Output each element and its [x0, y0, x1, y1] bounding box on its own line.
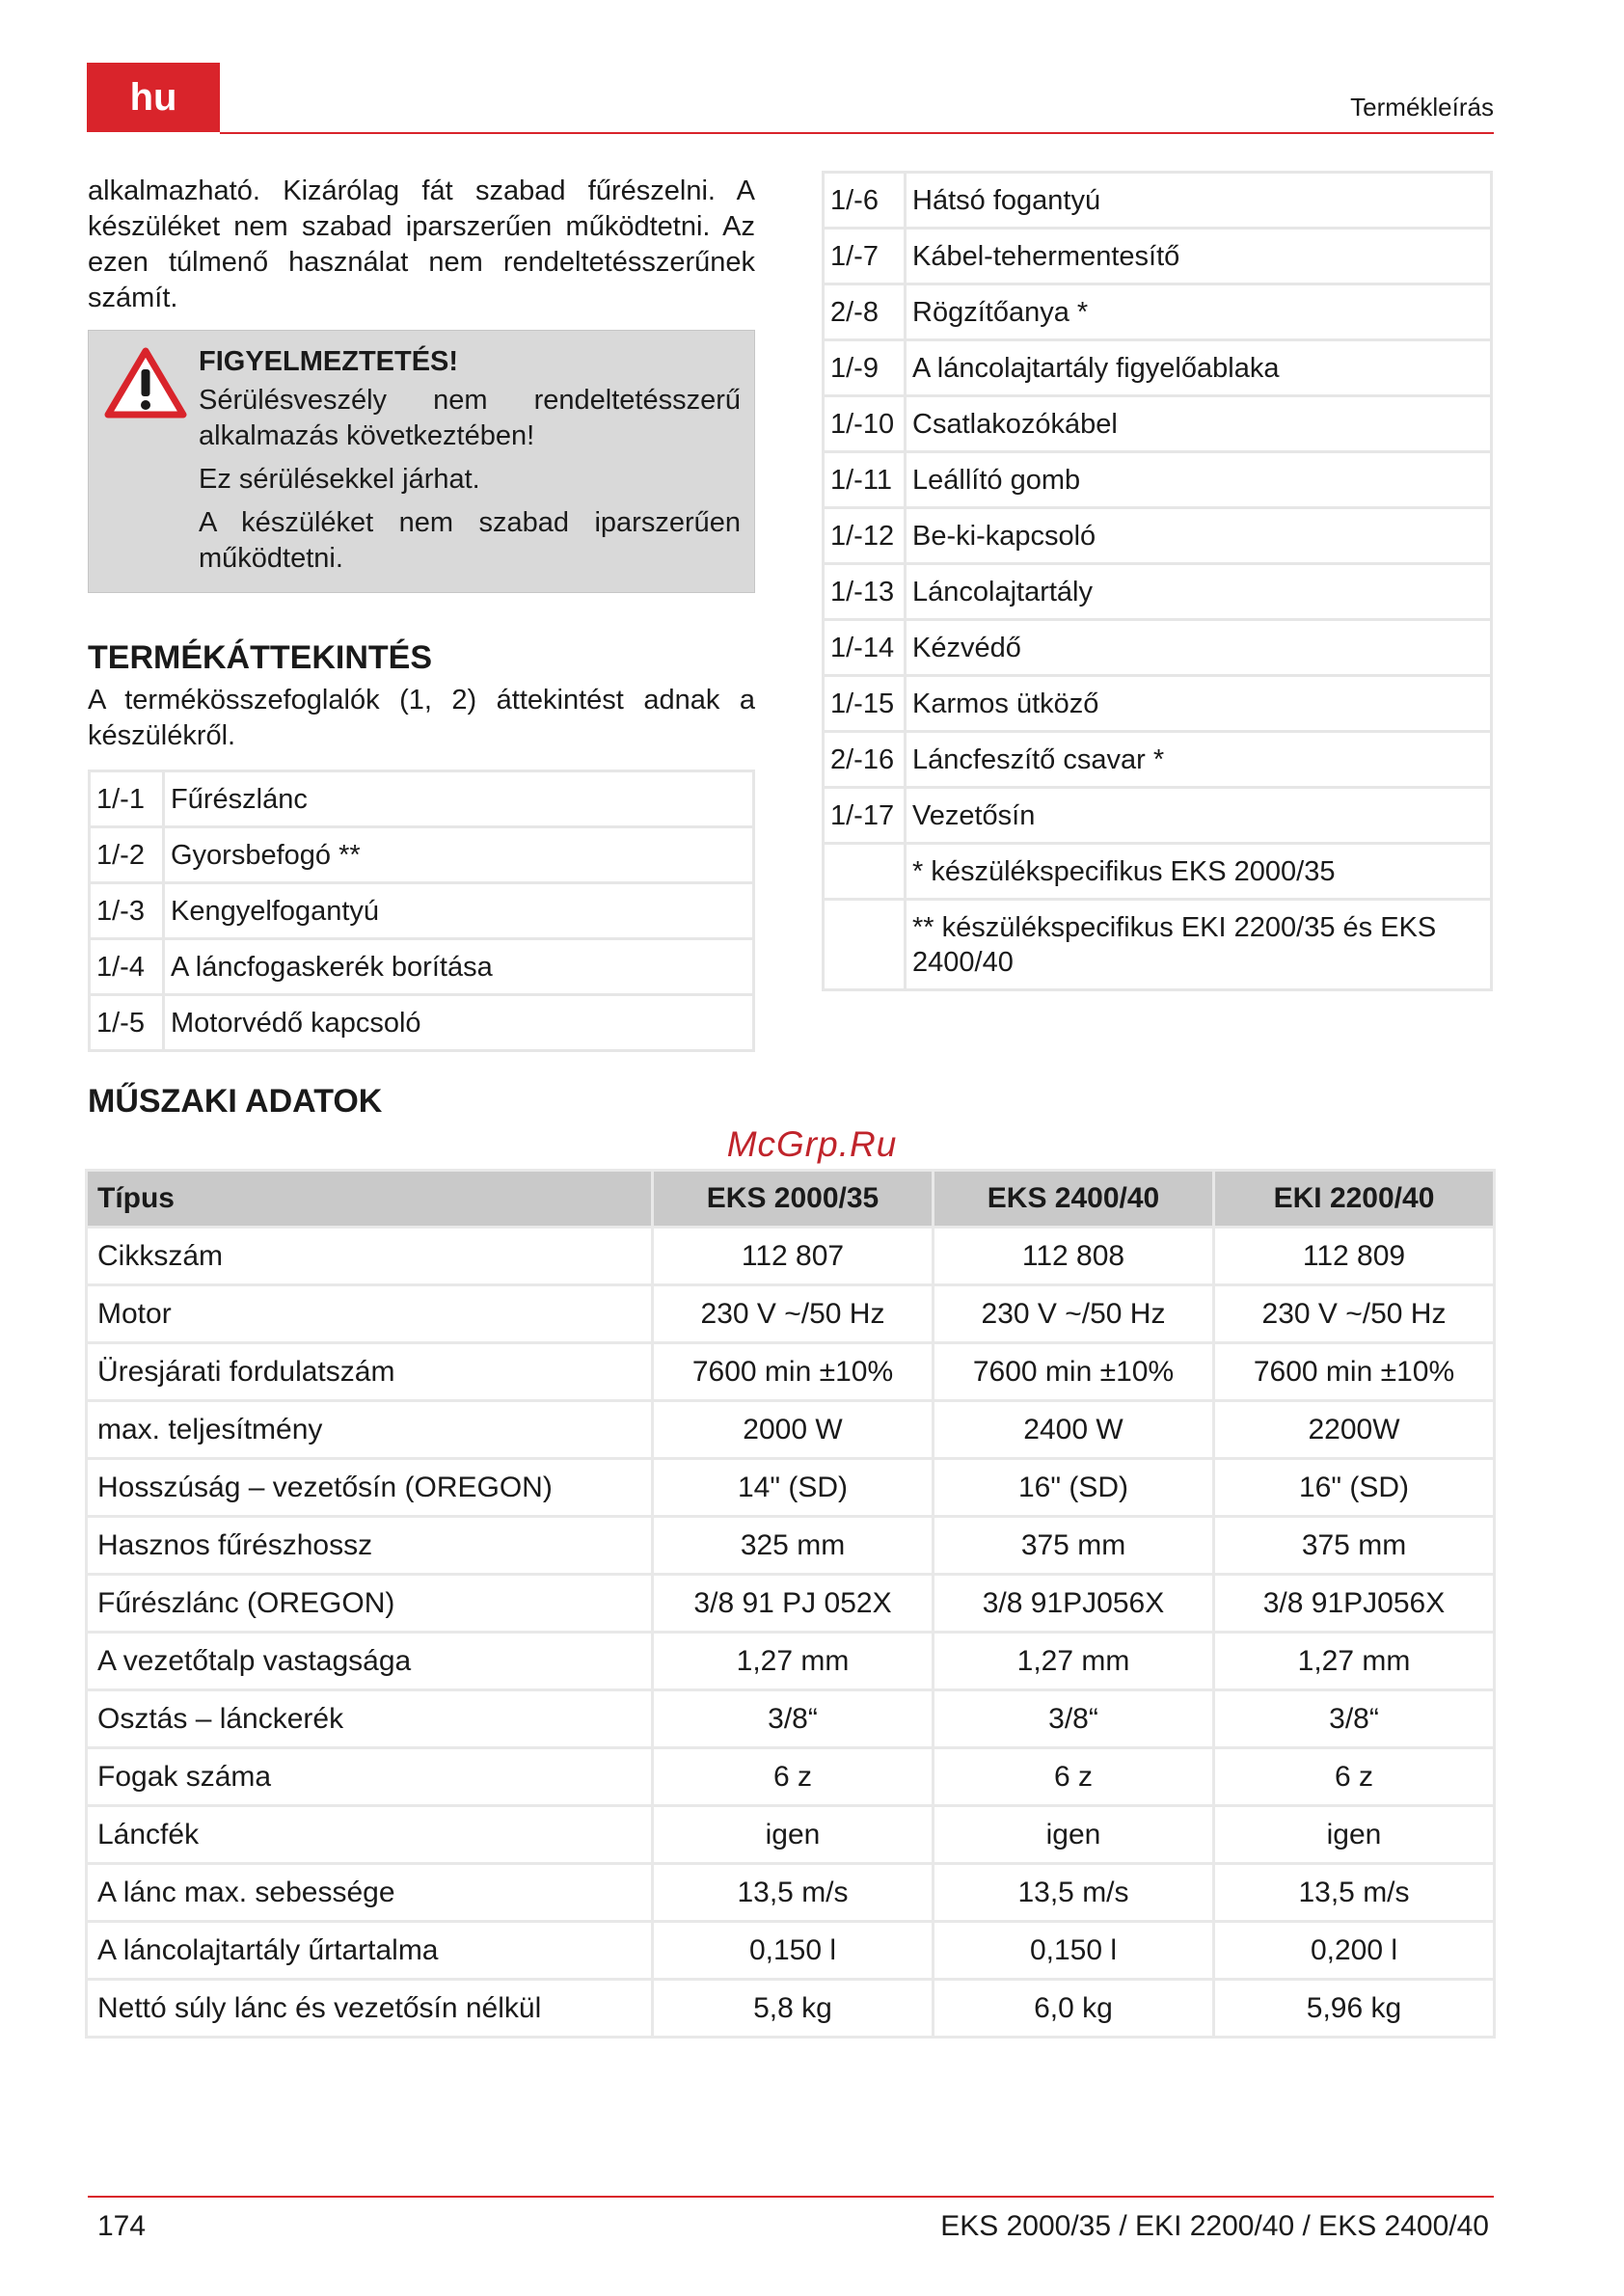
list-item — [825, 174, 1490, 227]
spec-label: Motor — [88, 1286, 651, 1341]
list-item — [91, 828, 752, 881]
warning-line: Sérülésveszély nem rendeltetésszerű alkalmazás következtében! — [199, 385, 741, 451]
language-badge: hu — [87, 63, 220, 132]
warning-triangle-icon — [104, 346, 187, 419]
part-code: 1/-9 — [825, 341, 904, 394]
spec-value: 0,200 l — [1215, 1923, 1493, 1978]
list-item — [825, 397, 1490, 450]
spec-value: 1,27 mm — [654, 1634, 932, 1688]
spec-label: Hasznos fűrészhossz — [88, 1518, 651, 1573]
spec-value: 0,150 l — [654, 1923, 932, 1978]
header-divider — [220, 132, 1494, 134]
table-row — [88, 1807, 1493, 1862]
spec-value: 3/8“ — [934, 1691, 1212, 1746]
table-row — [88, 1981, 1493, 2036]
part-code: 1/-12 — [825, 509, 904, 562]
spec-label: Láncfék — [88, 1807, 651, 1862]
part-label: A láncfogaskerék borítása — [165, 940, 752, 993]
footer-models: EKS 2000/35 / EKI 2200/40 / EKS 2400/40 — [940, 2210, 1489, 2242]
table-row — [88, 1634, 1493, 1688]
list-item — [91, 940, 752, 993]
spec-value: 16" (SD) — [1215, 1460, 1493, 1515]
spec-value: 13,5 m/s — [934, 1865, 1212, 1920]
part-code: 1/-6 — [825, 174, 904, 227]
table-row — [88, 1344, 1493, 1399]
spec-value: 7600 min ±10% — [934, 1344, 1212, 1399]
spec-value: 230 V ~/50 Hz — [934, 1286, 1212, 1341]
part-code: 1/-17 — [825, 789, 904, 842]
spec-value: 7600 min ±10% — [654, 1344, 932, 1399]
list-item — [825, 509, 1490, 562]
spec-value: 230 V ~/50 Hz — [1215, 1286, 1493, 1341]
left-column — [88, 174, 755, 1052]
spec-value: 2400 W — [934, 1402, 1212, 1457]
spec-value: 375 mm — [934, 1518, 1212, 1573]
list-item — [825, 789, 1490, 842]
spec-value: 6 z — [654, 1749, 932, 1804]
spec-value: 5,96 kg — [1215, 1981, 1493, 2036]
spec-value: 230 V ~/50 Hz — [654, 1286, 932, 1341]
spec-value: 1,27 mm — [1215, 1634, 1493, 1688]
spec-value: 16" (SD) — [934, 1460, 1212, 1515]
spec-value: 13,5 m/s — [654, 1865, 932, 1920]
list-item — [825, 677, 1490, 730]
part-label: Gyorsbefogó ** — [165, 828, 752, 881]
header-title: Termékleírás — [1350, 93, 1494, 122]
spec-label: Hosszúság – vezetősín (OREGON) — [88, 1460, 651, 1515]
spec-label: Osztás – lánckerék — [88, 1691, 651, 1746]
spec-value: 6,0 kg — [934, 1981, 1212, 2036]
spec-value: igen — [934, 1807, 1212, 1862]
spec-value: 13,5 m/s — [1215, 1865, 1493, 1920]
part-code: 1/-7 — [825, 230, 904, 283]
spec-label: A vezetőtalp vastagsága — [88, 1634, 651, 1688]
part-code: 1/-14 — [825, 621, 904, 674]
footnote-text: ** készülékspecifikus EKI 2200/35 és EKS 2400/40 — [907, 901, 1490, 988]
spec-value: 2200W — [1215, 1402, 1493, 1457]
part-label: Láncfeszítő csavar * — [907, 733, 1490, 786]
spec-value: 3/8 91PJ056X — [1215, 1576, 1493, 1631]
table-row — [88, 1691, 1493, 1746]
table-row — [88, 1229, 1493, 1283]
part-label: Vezetősín — [907, 789, 1490, 842]
spec-value: igen — [654, 1807, 932, 1862]
table-row — [88, 1518, 1493, 1573]
tech-data-title: MŰSZAKI ADATOK — [88, 1083, 383, 1120]
column-header: EKI 2200/40 — [1215, 1172, 1493, 1226]
spec-value: 1,27 mm — [934, 1634, 1212, 1688]
table-row — [88, 1460, 1493, 1515]
warning-line: Ez sérülésekkel járhat. — [199, 464, 480, 495]
footnote-row — [825, 901, 1490, 988]
spec-value: 3/8 91 PJ 052X — [654, 1576, 932, 1631]
spec-value: 0,150 l — [934, 1923, 1212, 1978]
footnote-text: * készülékspecifikus EKS 2000/35 — [907, 845, 1490, 898]
part-code: 1/-4 — [91, 940, 162, 993]
spec-value: 112 809 — [1215, 1229, 1493, 1283]
part-code: 2/-8 — [825, 285, 904, 338]
tech-data-table — [85, 1169, 1496, 2039]
part-label: Motorvédő kapcsoló — [165, 996, 752, 1049]
part-label: Fűrészlánc — [165, 772, 752, 825]
part-label: Kengyelfogantyú — [165, 884, 752, 937]
parts-list-right — [822, 171, 1493, 991]
part-code: 2/-16 — [825, 733, 904, 786]
spec-label: Fogak száma — [88, 1749, 651, 1804]
spec-value: 7600 min ±10% — [1215, 1344, 1493, 1399]
part-label: Rögzítőanya * — [907, 285, 1490, 338]
list-item — [825, 285, 1490, 338]
part-label: Csatlakozókábel — [907, 397, 1490, 450]
list-item — [825, 453, 1490, 506]
watermark: McGrp.Ru — [726, 1124, 898, 1164]
part-code: 1/-3 — [91, 884, 162, 937]
list-item — [825, 565, 1490, 618]
part-code: 1/-5 — [91, 996, 162, 1049]
spec-label: max. teljesítmény — [88, 1402, 651, 1457]
warning-line: A készüléket nem szabad iparszerűen működtetni. — [199, 507, 741, 574]
list-item — [91, 996, 752, 1049]
table-row — [88, 1923, 1493, 1978]
part-code: 1/-1 — [91, 772, 162, 825]
part-label: Kábel-tehermentesítő — [907, 230, 1490, 283]
spec-value: 2000 W — [654, 1402, 932, 1457]
column-header: EKS 2400/40 — [934, 1172, 1212, 1226]
tech-data-body — [88, 1229, 1493, 2036]
table-row — [88, 1749, 1493, 1804]
footnote-row — [825, 845, 1490, 898]
list-item — [825, 621, 1490, 674]
part-label: Be-ki-kapcsoló — [907, 509, 1490, 562]
part-label: Leállító gomb — [907, 453, 1490, 506]
part-code: 1/-13 — [825, 565, 904, 618]
spec-label: Nettó súly lánc és vezetősín nélkül — [88, 1981, 651, 2036]
part-label: Karmos ütköző — [907, 677, 1490, 730]
spec-value: 14" (SD) — [654, 1460, 932, 1515]
column-header: Típus — [88, 1172, 651, 1226]
list-item — [91, 772, 752, 825]
intro-text: alkalmazható. Kizárólag fát szabad fűrészelni. A készüléket nem szabad iparszerűen működtetni. Az ezen túlmenő használat nem rendeltetésszerűnek számít. — [88, 176, 755, 313]
part-label: Hátsó fogantyú — [907, 174, 1490, 227]
list-item — [91, 884, 752, 937]
spec-value: 3/8“ — [654, 1691, 932, 1746]
spec-value: 112 807 — [654, 1229, 932, 1283]
warning-box — [88, 330, 755, 593]
footer-divider — [88, 2196, 1494, 2198]
list-item — [825, 230, 1490, 283]
warning-title: FIGYELMEZTETÉS! — [199, 346, 459, 377]
spec-label: Fűrészlánc (OREGON) — [88, 1576, 651, 1631]
spec-value: 3/8“ — [1215, 1691, 1493, 1746]
table-row — [88, 1576, 1493, 1631]
part-code: 1/-15 — [825, 677, 904, 730]
right-column — [822, 171, 1493, 991]
spec-value: 6 z — [934, 1749, 1212, 1804]
table-header-row — [88, 1172, 1493, 1226]
column-header: EKS 2000/35 — [654, 1172, 932, 1226]
spec-value: 6 z — [1215, 1749, 1493, 1804]
list-item — [825, 733, 1490, 786]
spec-label: A láncolajtartály űrtartalma — [88, 1923, 651, 1978]
overview-text: A termékösszefoglalók (1, 2) áttekintést adnak a készülékről. — [88, 685, 755, 751]
spec-label: A lánc max. sebessége — [88, 1865, 651, 1920]
part-code: 1/-2 — [91, 828, 162, 881]
spec-value: 325 mm — [654, 1518, 932, 1573]
part-label: Kézvédő — [907, 621, 1490, 674]
spec-value: 5,8 kg — [654, 1981, 932, 2036]
part-label: Láncolajtartály — [907, 565, 1490, 618]
part-code — [825, 901, 904, 988]
part-code: 1/-11 — [825, 453, 904, 506]
parts-list-left — [88, 770, 755, 1052]
list-item — [825, 341, 1490, 394]
overview-title: TERMÉKÁTTEKINTÉS — [88, 639, 432, 676]
part-label: A láncolajtartály figyelőablaka — [907, 341, 1490, 394]
spec-value: 375 mm — [1215, 1518, 1493, 1573]
spec-value: igen — [1215, 1807, 1493, 1862]
spec-label: Üresjárati fordulatszám — [88, 1344, 651, 1399]
part-code — [825, 845, 904, 898]
spec-value: 3/8 91PJ056X — [934, 1576, 1212, 1631]
table-row — [88, 1402, 1493, 1457]
spec-value: 112 808 — [934, 1229, 1212, 1283]
table-row — [88, 1286, 1493, 1341]
spec-label: Cikkszám — [88, 1229, 651, 1283]
page-number: 174 — [97, 2210, 147, 2242]
table-row — [88, 1865, 1493, 1920]
part-code: 1/-10 — [825, 397, 904, 450]
